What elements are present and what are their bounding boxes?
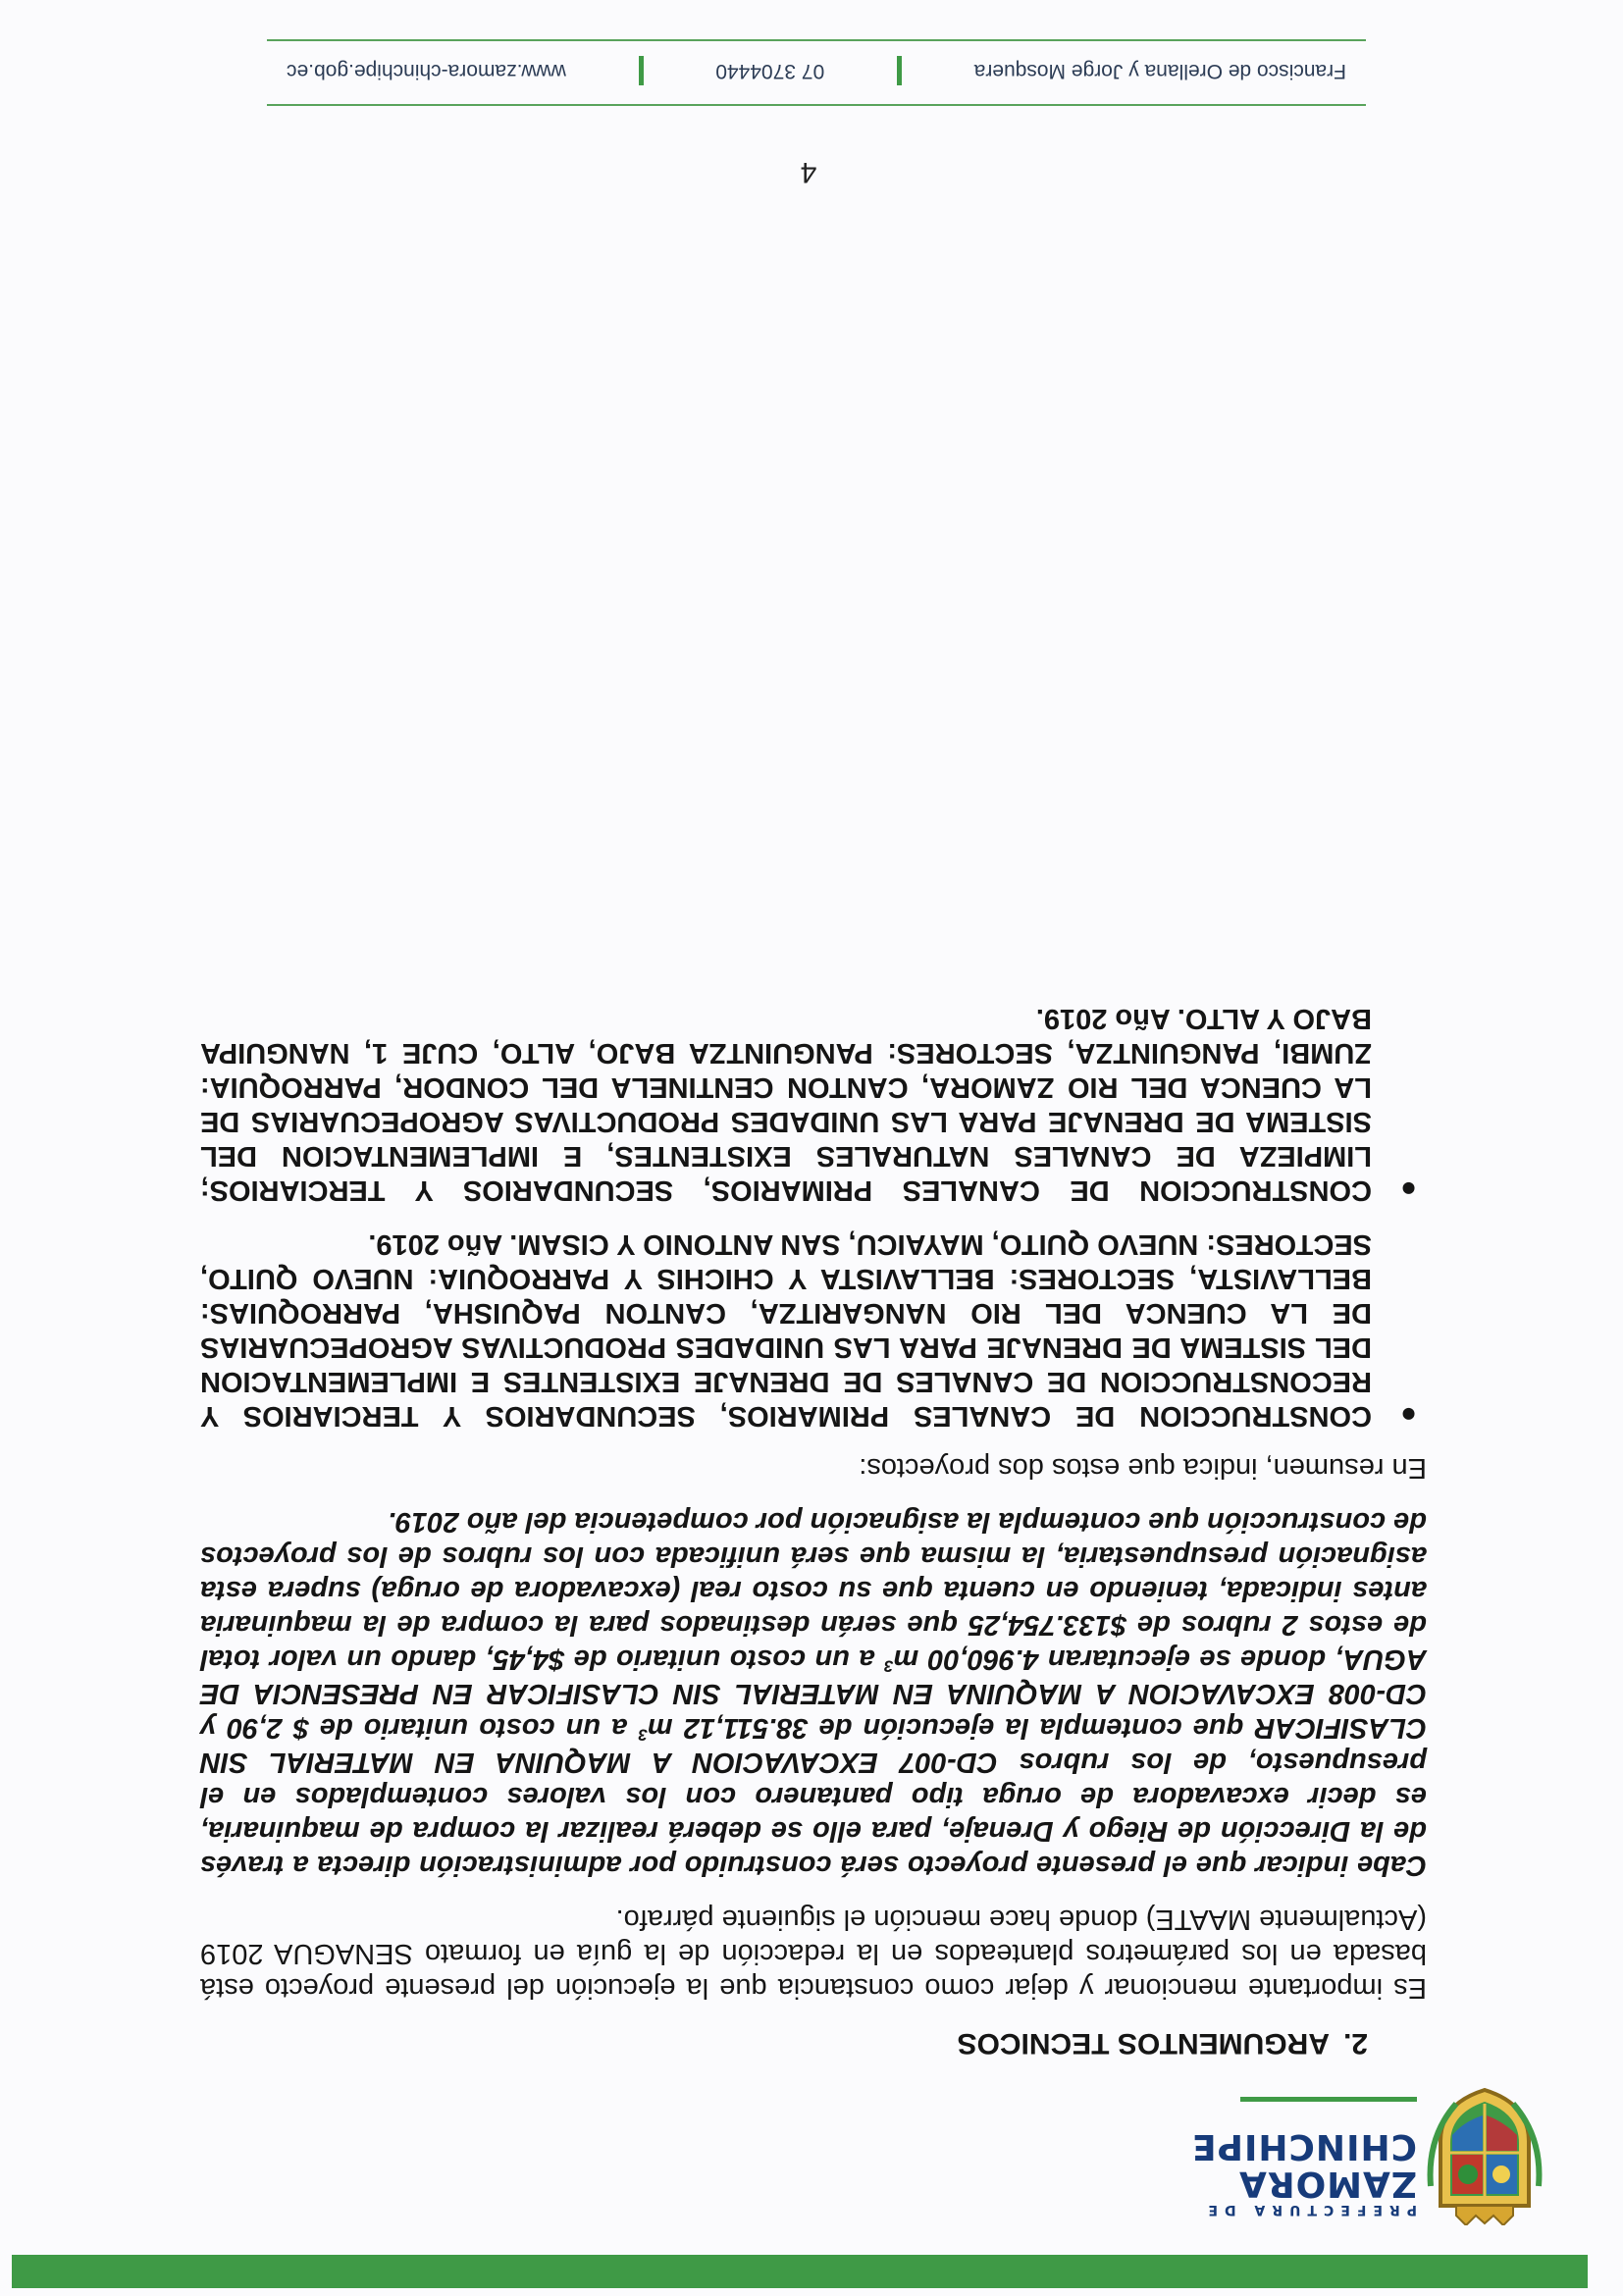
logo-zamora-text: ZAMORA <box>1238 2164 1417 2204</box>
list-item <box>200 1226 1417 1433</box>
project-text: CONSTRUCCION DE CANALES PRIMARIOS, SECUNDARIOS Y TERCIARIOS Y RECONSTRUCCION DE CANALES DE DRENAJE EXISTENTES E IMPLEMENTACION DEL SISTEMA DE DRENAJE PARA LAS UNIDADES PRODUCTIVAS AGROPECUARIAS DE LA CUENCA DEL RIO NANGARITZA, CANTON PAQUISHA, PARROQUIAS: BELLAVISTA, SECTORES: BELLAVISTA Y CHICHIS Y PARROQUIA: NUEVO QUITO, SECTORES: NUEVO QUITO, MAYAICU, SAN ANTONIO Y CISAM. Año 2019. <box>200 1228 1372 1432</box>
footer-separator <box>897 56 902 85</box>
section-heading <box>200 2026 1368 2061</box>
emphasis-paragraph <box>200 1504 1427 1882</box>
footer-divider-bottom <box>267 39 1366 41</box>
document-body <box>200 981 1427 2061</box>
emphasis-part-2: a un costo unitario de $ 2,90 y CD-008 EXCAVACION A MAQUINA EN MATERIAL SIN CLASIFICAR EN PRESENCIA DE AGUA, donde se ejecutaran 4.960,00 m <box>200 1644 1427 1744</box>
intro-paragraph: Es importante mencionar y dejar como constancia que la ejecución del presente proyecto está basada en los parámetros planteados en la redacción de la guía en formato SENAGUA 2019 (Actualmente MAATE) donde hace mención el siguiente párrafo. <box>200 1904 1427 2004</box>
project-text: CONSTRUCCION DE CANALES PRIMARIOS, SECUNDARIOS Y TERCIARIOS; LIMPIEZA DE CANALES NATURALES EXISTENTES, E IMPLEMENTACION DEL SISTEMA DE DRENAJE PARA LAS UNIDADES PRODUCTIVAS AGROPECUARIAS DE LA CUENCA DEL RIO ZAMORA, CANTON CENTINELA DEL CONDOR, PARROQUIA: ZUMBI, PANGUINTZA, SECTORES: PANGUINTZA BAJO, ALTO, CUJE 1, NANGUIPA BAJO Y ALTO. Año 2019. <box>200 1003 1372 1206</box>
summary-paragraph: En resumen, indica que estos dos proyectos: <box>859 1452 1427 1484</box>
footer-website: www.zamora-chinchipe.gob.ec <box>287 60 566 82</box>
projects-list <box>200 1001 1427 1433</box>
emphasis-part-3: a un costo unitario de $4,45, dando un valor total de estos 2 rubros de $133.754,25 que serán destinados para la compra de la maquinaria antes indicada, teniendo en cuenta que su costo real (excavadora de oruga) supera esta asignación presupuestaria, la misma que será unificada con los rubros de los proyectos de construcción que contempla la asignación por competencia del año 2019. <box>200 1506 1427 1675</box>
logo-wordmark <box>1181 2090 1417 2218</box>
footer <box>267 53 1366 88</box>
cubic-superscript-2: 3 <box>883 1656 894 1676</box>
emphasis-part-1: Cabe indicar que el presente proyecto será construido por administración directa a través de la Dirección de Riego y Drenaje, para ello se deberá realizar la compra de maquinaria, es decir excavadora de oruga tipo pantanero con los valores contemplados en el presupuesto, de los rubros CD-007 EXCAVACION A MAQUINA EN MATERIAL SIN CLASIFICAR que contempla la ejecución de 38.511,12 m <box>200 1712 1427 1881</box>
footer-separator <box>639 56 644 85</box>
logo-underline <box>1240 2097 1417 2102</box>
header-green-bar <box>12 2255 1588 2288</box>
logo-chinchipe-text: CHINCHIPE <box>1191 2126 1417 2166</box>
section-number: 2. <box>1342 2027 1368 2060</box>
footer-address: Francisco de Orellana y Jorge Mosquera <box>973 60 1346 82</box>
section-title-text: ARGUMENTOS TECNICOS <box>957 2027 1330 2060</box>
coat-of-arms-icon <box>1427 2088 1543 2225</box>
page-number: 4 <box>800 156 817 188</box>
bullet-icon: ● <box>1400 1400 1417 1431</box>
bullet-icon: ● <box>1400 1174 1417 1205</box>
logo-small-text: PREFECTURA DE <box>1201 2202 1417 2218</box>
footer-divider-top <box>267 104 1366 106</box>
prefectura-logo <box>934 2078 1543 2225</box>
list-item <box>200 1001 1417 1207</box>
cubic-superscript-1: 3 <box>638 1725 648 1745</box>
footer-phone: 07 3704440 <box>715 60 825 82</box>
